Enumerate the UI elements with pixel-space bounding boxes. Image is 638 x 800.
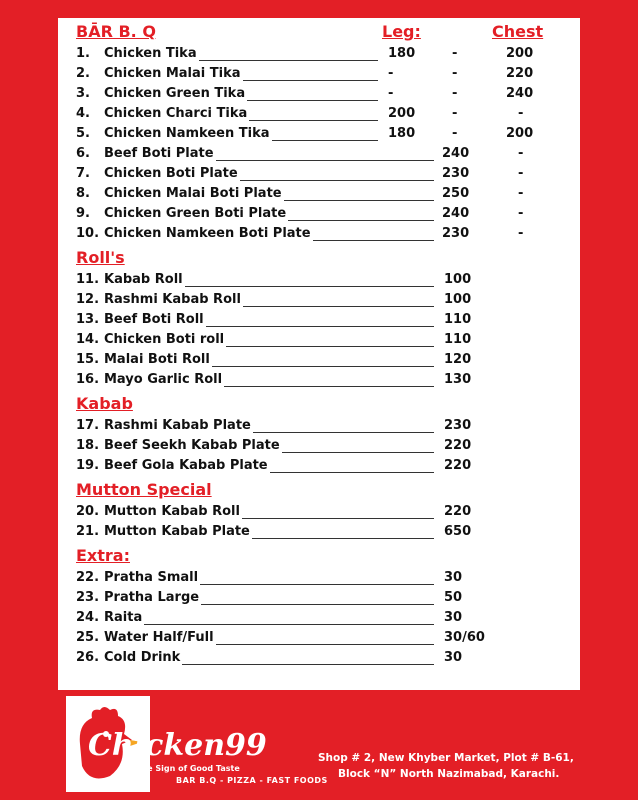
menu-item-row: [76, 270, 556, 290]
item-name: Raita: [104, 610, 143, 625]
section-title: Roll's: [76, 248, 125, 267]
item-number: 21.: [76, 524, 100, 539]
section-title: Kabab: [76, 394, 133, 413]
address-line-1: Shop # 2, New Khyber Market, Plot # B-61,: [318, 752, 574, 764]
item-name: Chicken Boti roll: [104, 332, 225, 347]
menu-item-row: [76, 310, 556, 330]
item-number: 25.: [76, 630, 100, 645]
menu-item-row: [76, 416, 556, 436]
item-leg-price: -: [388, 86, 394, 101]
item-name: Mutton Kabab Roll: [104, 504, 240, 519]
item-number: 12.: [76, 292, 100, 307]
menu-item-row: [76, 224, 556, 244]
section-gap: [76, 668, 556, 672]
item-name: Chicken Malai Tika: [104, 66, 241, 81]
menu-section: [76, 546, 556, 672]
menu-item-row: [76, 568, 556, 588]
item-name: Malai Boti Roll: [104, 352, 210, 367]
item-name: Chicken Namkeen Tika: [104, 126, 270, 141]
left-red-frame: [0, 0, 58, 800]
item-number: 24.: [76, 610, 100, 625]
item-chest-price: -: [518, 146, 524, 161]
section-title: Mutton Special: [76, 480, 212, 499]
section-title: Extra:: [76, 546, 130, 565]
item-plate-price: -: [452, 106, 458, 121]
menu-item-row: [76, 350, 556, 370]
item-plate-price: -: [452, 66, 458, 81]
item-number: 22.: [76, 570, 100, 585]
item-plate-price: 250: [442, 186, 470, 201]
item-plate-price: 240: [442, 206, 470, 221]
menu-item-row: [76, 502, 556, 522]
menu-section: [76, 22, 556, 248]
section-header: [76, 394, 556, 416]
item-chest-price: 240: [506, 86, 534, 101]
item-plate-price: -: [452, 46, 458, 61]
menu-item-row: [76, 648, 556, 668]
item-name: Beef Gola Kabab Plate: [104, 458, 268, 473]
item-price: 100: [444, 292, 472, 307]
menu-item-row: [76, 628, 556, 648]
item-plate-price: 240: [442, 146, 470, 161]
brand-subline: BAR B.Q - PIZZA - FAST FOODS: [176, 776, 328, 785]
item-number: 16.: [76, 372, 100, 387]
item-name: Rashmi Kabab Roll: [104, 292, 241, 307]
item-number: 1.: [76, 46, 90, 61]
menu-section: [76, 480, 556, 546]
section-header: [76, 546, 556, 568]
item-number: 15.: [76, 352, 100, 367]
brand-tagline: The Sign of Good Taste: [136, 764, 240, 773]
item-price: 220: [444, 438, 472, 453]
item-number: 10.: [76, 226, 100, 241]
menu-item-row: [76, 456, 556, 476]
item-chest-price: -: [518, 226, 524, 241]
item-number: 5.: [76, 126, 90, 141]
item-number: 3.: [76, 86, 90, 101]
menu-item-row: [76, 522, 556, 542]
item-name: Chicken Boti Plate: [104, 166, 238, 181]
menu-item-row: [76, 84, 556, 104]
menu-item-row: [76, 104, 556, 124]
item-chest-price: -: [518, 206, 524, 221]
section-header: [76, 480, 556, 502]
right-red-frame: [580, 0, 638, 800]
item-number: 18.: [76, 438, 100, 453]
item-name: Chicken Green Tika: [104, 86, 246, 101]
item-chest-price: -: [518, 106, 524, 121]
item-number: 13.: [76, 312, 100, 327]
item-number: 19.: [76, 458, 100, 473]
item-chest-price: 200: [506, 46, 534, 61]
address-line-2: Block “N” North Nazimabad, Karachi.: [338, 768, 560, 780]
item-chest-price: 220: [506, 66, 534, 81]
item-price: 30/60: [444, 630, 485, 645]
item-plate-price: 230: [442, 226, 470, 241]
section-header: [76, 22, 556, 44]
item-price: 130: [444, 372, 472, 387]
item-number: 14.: [76, 332, 100, 347]
item-number: 20.: [76, 504, 100, 519]
menu-item-row: [76, 144, 556, 164]
chest-column-header: Chest: [492, 22, 544, 41]
item-price: 220: [444, 458, 472, 473]
item-name: Chicken Tika: [104, 46, 197, 61]
item-price: 230: [444, 418, 472, 433]
item-name: Chicken Namkeen Boti Plate: [104, 226, 311, 241]
menu-list: [76, 22, 556, 672]
item-leg-price: -: [388, 66, 394, 81]
item-leg-price: 180: [388, 46, 416, 61]
item-name: Chicken Green Boti Plate: [104, 206, 287, 221]
item-number: 2.: [76, 66, 90, 81]
section-header: [76, 248, 556, 270]
item-chest-price: 200: [506, 126, 534, 141]
item-number: 8.: [76, 186, 90, 201]
top-red-band: [0, 0, 638, 18]
item-leg-price: 200: [388, 106, 416, 121]
menu-item-row: [76, 290, 556, 310]
item-name: Mutton Kabab Plate: [104, 524, 250, 539]
item-name: Chicken Malai Boti Plate: [104, 186, 282, 201]
menu-item-row: [76, 588, 556, 608]
item-plate-price: 230: [442, 166, 470, 181]
item-price: 110: [444, 332, 472, 347]
item-name: Kabab Roll: [104, 272, 183, 287]
leader-line: [104, 624, 434, 625]
item-name: Beef Boti Plate: [104, 146, 214, 161]
item-price: 110: [444, 312, 472, 327]
item-plate-price: -: [452, 126, 458, 141]
leg-column-header: Leg:: [382, 22, 421, 41]
item-price: 50: [444, 590, 463, 605]
item-name: Cold Drink: [104, 650, 181, 665]
menu-item-row: [76, 44, 556, 64]
item-number: 9.: [76, 206, 90, 221]
menu-item-row: [76, 330, 556, 350]
item-plate-price: -: [452, 86, 458, 101]
item-number: 4.: [76, 106, 90, 121]
menu-item-row: [76, 436, 556, 456]
item-name: Pratha Large: [104, 590, 200, 605]
item-price: 100: [444, 272, 472, 287]
menu-section: [76, 248, 556, 394]
item-number: 7.: [76, 166, 90, 181]
item-number: 11.: [76, 272, 100, 287]
section-title: BĀR B. Q: [76, 22, 156, 41]
menu-item-row: [76, 184, 556, 204]
brand-logo-text: Chicken99: [88, 728, 267, 763]
menu-item-row: [76, 164, 556, 184]
item-price: 30: [444, 650, 463, 665]
item-price: 650: [444, 524, 472, 539]
menu-section: [76, 394, 556, 480]
item-name: Chicken Charci Tika: [104, 106, 248, 121]
menu-item-row: [76, 608, 556, 628]
menu-item-row: [76, 204, 556, 224]
item-name: Water Half/Full: [104, 630, 214, 645]
item-number: 17.: [76, 418, 100, 433]
item-name: Beef Seekh Kabab Plate: [104, 438, 280, 453]
item-price: 120: [444, 352, 472, 367]
item-chest-price: -: [518, 186, 524, 201]
menu-item-row: [76, 64, 556, 84]
item-leg-price: 180: [388, 126, 416, 141]
item-number: 23.: [76, 590, 100, 605]
item-name: Beef Boti Roll: [104, 312, 204, 327]
item-name: Pratha Small: [104, 570, 199, 585]
item-price: 220: [444, 504, 472, 519]
item-price: 30: [444, 570, 463, 585]
item-number: 26.: [76, 650, 100, 665]
item-number: 6.: [76, 146, 90, 161]
menu-item-row: [76, 370, 556, 390]
item-chest-price: -: [518, 166, 524, 181]
item-price: 30: [444, 610, 463, 625]
item-name: Mayo Garlic Roll: [104, 372, 223, 387]
item-name: Rashmi Kabab Plate: [104, 418, 251, 433]
menu-item-row: [76, 124, 556, 144]
